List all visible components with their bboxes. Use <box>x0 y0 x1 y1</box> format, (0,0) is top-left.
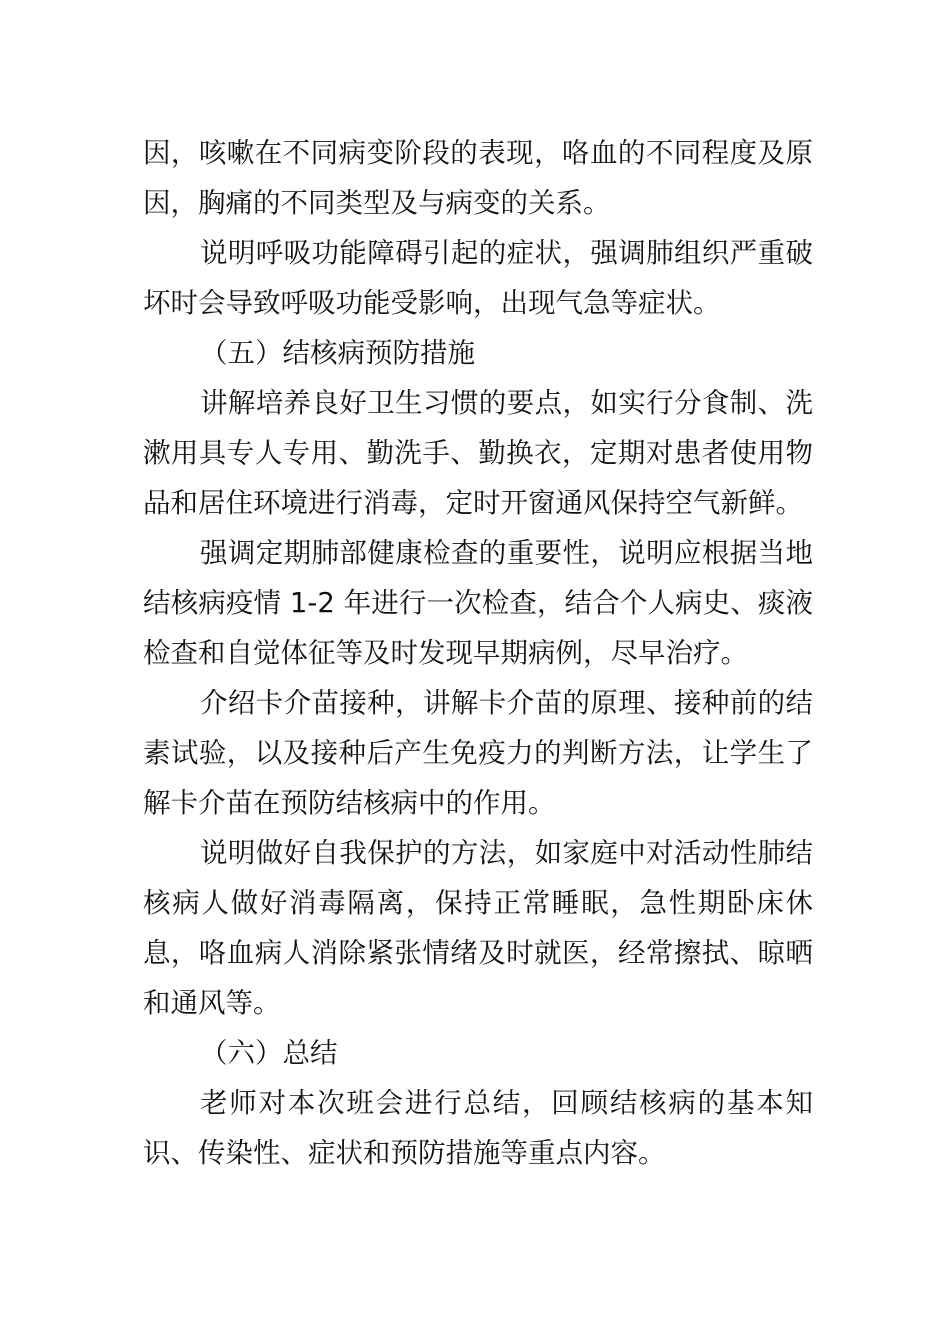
paragraph-hygiene-habits: 讲解培养良好卫生习惯的要点，如实行分食制、洗漱用具专人专用、勤洗手、勤换衣，定期对患者使用物品和居住环境进行消毒，定时开窗通风保持空气新鲜。 <box>143 387 813 519</box>
paragraph-health-check: 强调定期肺部健康检查的重要性，说明应根据当地结核病疫情 1-2 年进行一次检查，结合个人病史、痰液检查和自觉体征等及时发现早期病例，尽早治疗。 <box>143 537 813 669</box>
paragraph-summary: 老师对本次班会进行总结，回顾结核病的基本知识、传染性、症状和预防措施等重点内容。 <box>143 1087 813 1169</box>
section-heading-prevention: （五）结核病预防措施 <box>200 337 475 369</box>
paragraph-bcg-vaccine: 介绍卡介苗接种，讲解卡介苗的原理、接种前的结素试验，以及接种后产生免疫力的判断方法，让学生了解卡介苗在预防结核病中的作用。 <box>143 687 813 819</box>
paragraph-respiratory-symptoms: 说明呼吸功能障碍引起的症状，强调肺组织严重破坏时会导致呼吸功能受影响，出现气急等症状。 <box>143 237 813 319</box>
paragraph-self-protection: 说明做好自我保护的方法，如家庭中对活动性肺结核病人做好消毒隔离，保持正常睡眠，急性期卧床休息，咯血病人消除紧张情绪及时就医，经常擦拭、晾晒和通风等。 <box>143 837 813 1019</box>
paragraph-continuation: 因，咳嗽在不同病变阶段的表现，咯血的不同程度及原因，胸痛的不同类型及与病变的关系。 <box>143 137 813 219</box>
document-body <box>143 128 813 1178</box>
section-heading-summary: （六）总结 <box>200 1037 338 1069</box>
